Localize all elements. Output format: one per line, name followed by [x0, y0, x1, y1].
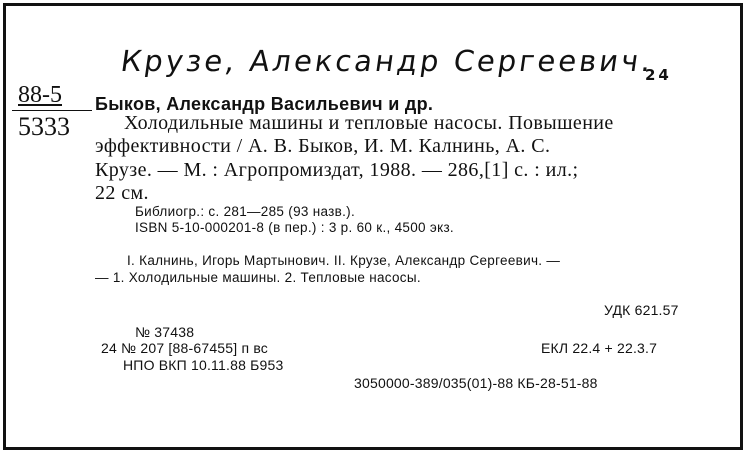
body-line: эффективности / А. В. Быков, И. М. Калнинь, А. С. — [95, 135, 551, 157]
isbn-note: ISBN 5-10-000201-8 (в пер.) : 3 р. 60 к., 4500 экз. — [135, 220, 454, 235]
body-line: Холодильные машины и тепловые насосы. Повышение — [124, 112, 614, 134]
call-number-bottom: 5333 — [18, 112, 70, 141]
call-number-top: 88-5 — [18, 82, 62, 108]
registration-line: 24 № 207 [88-67455] п вс — [101, 340, 269, 356]
bibliography-note: Библиогр.: с. 281—285 (93 назв.). — [135, 204, 356, 219]
registration-line: № 37438 — [135, 324, 195, 340]
catalog-card — [3, 3, 743, 450]
tracing-line: I. Калнинь, Игорь Мартынович. II. Крузе, Александр Сергеевич. — — [127, 253, 561, 268]
tracing-line: — 1. Холодильные машины. 2. Тепловые насосы. — [95, 270, 421, 285]
body-line: Крузе. — М. : Агропромиздат, 1988. — 286,[1] с. : ил.; — [95, 159, 579, 181]
ekl-code: ЕКЛ 22.4 + 22.3.7 — [541, 340, 658, 356]
body-line: 22 см. — [95, 182, 149, 204]
udk-code: УДК 621.57 — [604, 302, 679, 318]
registration-line: НПО ВКП 10.11.88 Б953 — [123, 357, 284, 373]
handwritten-author-note: Крузе, Александр Сергеевич. — [118, 44, 657, 78]
call-number-divider — [12, 110, 92, 111]
record-heading: Быков, Александр Васильевич и др. — [95, 94, 434, 114]
publisher-code: 3050000-389/035(01)-88 КБ-28-51-88 — [354, 375, 598, 391]
handwritten-number: 24 — [645, 66, 672, 84]
